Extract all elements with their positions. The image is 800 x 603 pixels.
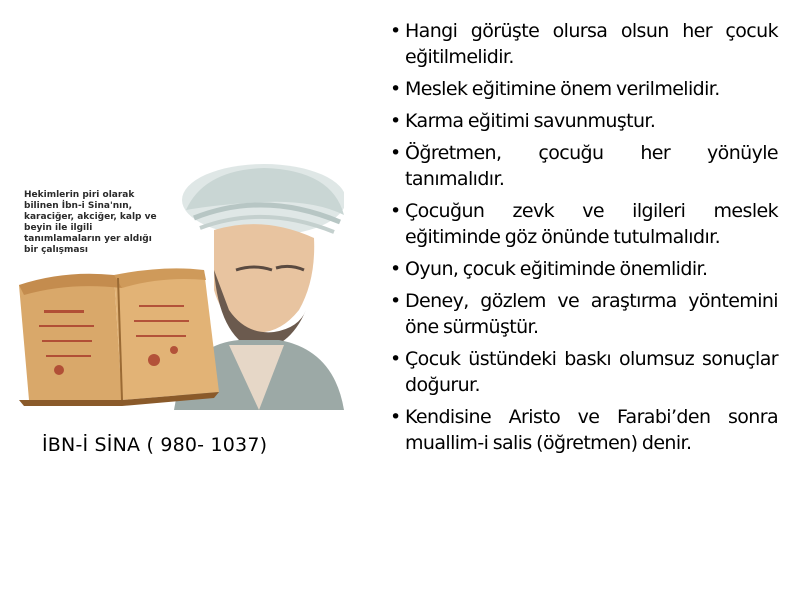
bullet-list [390, 18, 778, 462]
bullet-icon: • [390, 200, 401, 222]
bullet-text: Hangi görüşte olursa olsun her çocuk eğitilmelidir. [405, 20, 778, 68]
caption-line: Hekimlerin piri olarak [24, 190, 135, 200]
bullet-item [390, 140, 778, 192]
bullet-icon: • [390, 20, 401, 42]
caption-line: beyin ile ilgili [24, 223, 93, 233]
bullet-item [390, 76, 778, 102]
bullet-icon: • [390, 290, 401, 312]
illustration-caption [24, 190, 194, 256]
bullet-text: Çocuk üstündeki baskı olumsuz sonuçlar doğurur. [405, 348, 778, 396]
bullet-item [390, 198, 778, 250]
bullet-icon: • [390, 258, 401, 280]
bullet-item [390, 18, 778, 70]
caption-line: karaciğer, akciğer, kalp ve [24, 212, 157, 222]
caption-line: bir çalışması [24, 245, 88, 255]
bullet-text: Kendisine Aristo ve Farabi’den sonra muallim-i salis (öğretmen) denir. [405, 406, 778, 454]
caption-line: bilinen İbn-i Sina'nın, [24, 201, 133, 211]
bullet-text: Oyun, çocuk eğitiminde önemlidir. [405, 258, 708, 280]
bullet-icon: • [390, 406, 401, 428]
bullet-item [390, 256, 778, 282]
bullet-text: Karma eğitimi savunmuştur. [405, 110, 656, 132]
bullet-text: Deney, gözlem ve araştırma yöntemini öne sürmüştür. [405, 290, 778, 338]
bullet-icon: • [390, 78, 401, 100]
bullet-icon: • [390, 142, 401, 164]
bullet-item [390, 404, 778, 456]
bullet-item [390, 288, 778, 340]
bullet-item [390, 108, 778, 134]
bullet-icon: • [390, 348, 401, 370]
bullet-item [390, 346, 778, 398]
bullet-text: Öğretmen, çocuğu her yönüyle tanımalıdır. [405, 142, 778, 190]
caption-line: tanımlamaların yer aldığı [24, 234, 152, 244]
bullet-text: Çocuğun zevk ve ilgileri meslek eğitiminde göz önünde tutulmalıdır. [405, 200, 778, 248]
slide-title: İBN-İ SİNA ( 980- 1037) [42, 434, 268, 456]
bullet-icon: • [390, 110, 401, 132]
ibn-sina-illustration [14, 160, 344, 410]
bullet-text: Meslek eğitimine önem verilmelidir. [405, 78, 720, 100]
